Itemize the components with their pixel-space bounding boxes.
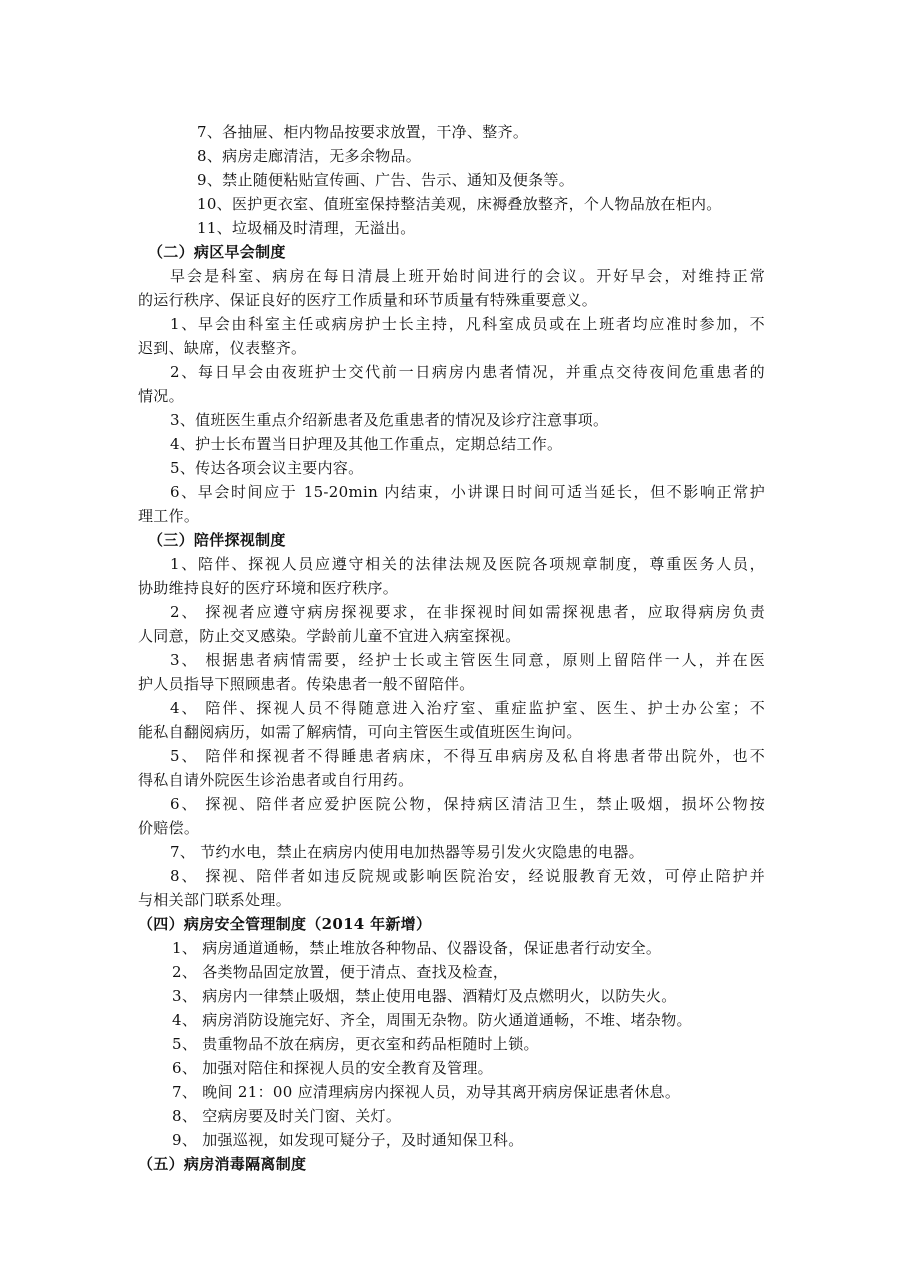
rule-line: 1、早会由科室主任或病房护士长主持，凡科室成员或在上班者均应准时参加，不 xyxy=(170,315,765,333)
rule-line: 理工作。 xyxy=(138,507,200,525)
rule-line: 情况。 xyxy=(138,387,184,405)
paragraph-line: 早会是科室、病房在每日清晨上班开始时间进行的会议。开好早会，对维持正常 xyxy=(170,267,765,285)
rule-line: 3、值班医生重点介绍新患者及危重患者的情况及诊疗注意事项。 xyxy=(170,411,609,429)
rule-line: 人同意，防止交叉感染。学龄前儿童不宜进入病室探视。 xyxy=(138,627,521,645)
rule-line: 3、 根据患者病情需要，经护士长或主管医生同意，原则上留陪伴一人，并在医 xyxy=(170,651,765,669)
rule-line: 1、 病房通道通畅，禁止堆放各种物品、仪器设备，保证患者行动安全。 xyxy=(172,939,662,957)
section-heading: （五）病房消毒隔离制度 xyxy=(138,1155,307,1173)
rule-line: 5、 陪伴和探视者不得睡患者病床，不得互串病房及私自将患者带出院外，也不 xyxy=(170,747,765,765)
rule-line: 5、 贵重物品不放在病房，更衣室和药品柜随时上锁。 xyxy=(172,1035,539,1053)
rule-line: 3、 病房内一律禁止吸烟，禁止使用电器、酒精灯及点燃明火，以防失火。 xyxy=(172,987,677,1005)
rule-line: 协助维持良好的医疗环境和医疗秩序。 xyxy=(138,579,399,597)
paragraph-line: 的运行秩序、保证良好的医疗工作质量和环节质量有特殊重要意义。 xyxy=(138,291,598,309)
rule-line: 2、每日早会由夜班护士交代前一日病房内患者情况，并重点交待夜间危重患者的 xyxy=(170,363,765,381)
rule-line: 5、传达各项会议主要内容。 xyxy=(170,459,364,477)
rule-line: 11、垃圾桶及时清理，无溢出。 xyxy=(197,219,416,237)
rule-line: 能私自翻阅病历，如需了解病情，可向主管医生或值班医生询问。 xyxy=(138,723,582,741)
rule-line: 价赔偿。 xyxy=(138,819,200,837)
rule-line: 护人员指导下照顾患者。传染患者一般不留陪伴。 xyxy=(138,675,475,693)
rule-line: 迟到、缺席，仪表整齐。 xyxy=(138,339,307,357)
rule-line: 8、病房走廊清洁，无多余物品。 xyxy=(197,147,422,165)
rule-line: 与相关部门联系处理。 xyxy=(138,891,292,909)
rule-line: 得私自请外院医生诊治患者或自行用药。 xyxy=(138,771,414,789)
section-heading: （二）病区早会制度 xyxy=(148,243,286,261)
rule-line: 6、早会时间应于 15-20min 内结束，小讲课日时间可适当延长，但不影响正常护 xyxy=(170,483,765,501)
rule-line: 9、禁止随便粘贴宣传画、广告、告示、通知及便条等。 xyxy=(197,171,575,189)
rule-line: 10、医护更衣室、值班室保持整洁美观，床褥叠放整齐，个人物品放在柜内。 xyxy=(197,195,722,213)
rule-line: 7、各抽屉、柜内物品按要求放置，干净、整齐。 xyxy=(197,123,529,141)
rule-line: 6、 加强对陪住和探视人员的安全教育及管理。 xyxy=(172,1059,493,1077)
rule-line: 4、 陪伴、探视人员不得随意进入治疗室、重症监护室、医生、护士办公室；不 xyxy=(170,699,765,717)
rule-line: 1、陪伴、探视人员应遵守相关的法律法规及医院各项规章制度，尊重医务人员， xyxy=(170,555,765,573)
rule-line: 7、 节约水电，禁止在病房内使用电加热器等易引发火灾隐患的电器。 xyxy=(170,843,644,861)
section-heading: （三）陪伴探视制度 xyxy=(148,531,286,549)
rule-line: 9、 加强巡视，如发现可疑分子，及时通知保卫科。 xyxy=(172,1131,524,1149)
rule-line: 8、 探视、陪伴者如违反院规或影响医院治安，经说服教育无效，可停止陪护并 xyxy=(170,867,765,885)
rule-line: 7、 晚间 21：00 应清理病房内探视人员，劝导其离开病房保证患者休息。 xyxy=(172,1083,681,1101)
rule-line: 2、 各类物品固定放置，便于清点、查找及检查， xyxy=(172,963,509,981)
rule-line: 4、 病房消防设施完好、齐全，周围无杂物。防火通道通畅，不堆、堵杂物。 xyxy=(172,1011,692,1029)
section-heading: （四）病房安全管理制度（2014 年新增） xyxy=(138,915,432,933)
rule-line: 6、 探视、陪伴者应爱护医院公物，保持病区清洁卫生，禁止吸烟，损坏公物按 xyxy=(170,795,765,813)
rule-line: 8、 空病房要及时关门窗、关灯。 xyxy=(172,1107,402,1125)
rule-line: 4、护士长布置当日护理及其他工作重点，定期总结工作。 xyxy=(170,435,563,453)
rule-line: 2、 探视者应遵守病房探视要求，在非探视时间如需探视患者，应取得病房负责 xyxy=(170,603,765,621)
